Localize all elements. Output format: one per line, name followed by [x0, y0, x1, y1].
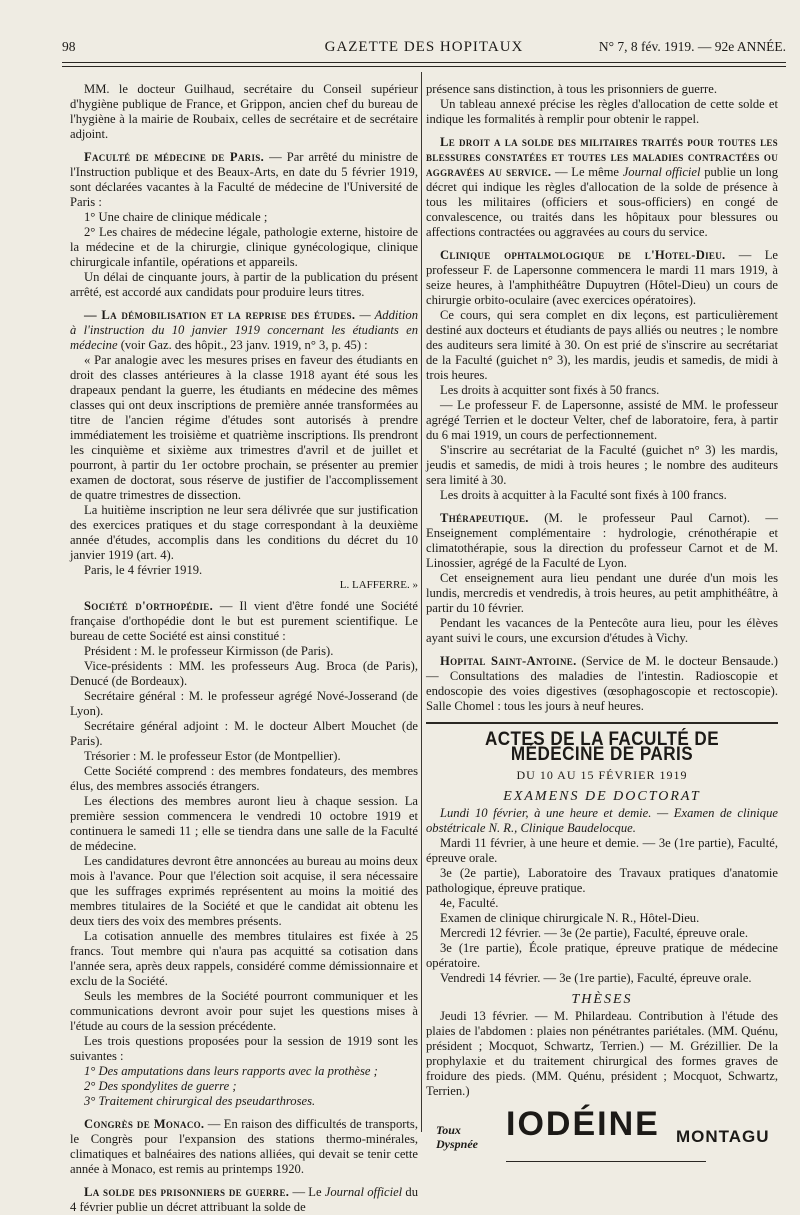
section-title: ACTES DE LA FACULTÉ DE MÉDECINE DE PARIS: [484, 729, 720, 765]
list-item: 4e, Faculté.: [440, 896, 499, 910]
paragraph: Président : M. le professeur Kirmisson (de Paris).: [84, 644, 334, 658]
list-item: 1° Une chaire de clinique médicale ;: [84, 210, 268, 224]
list-item: 3e (2e partie), Laboratoire des Travaux pratiques d'anatomie pathologique, épreuve pratique.: [426, 866, 778, 895]
paragraph: Seuls les membres de la Société pourront communiquer et les communications devront avoir pour sujet les questions mises à l'étude au cours de la session précédente.: [70, 989, 418, 1033]
article-demobilisation: — La démobilisation et la reprise des études. — Addition à l'instruction du 10 janvier 1919 concernant les étudiants en médecine (voir Gaz. des hôpit., 23 janv. 1919, n° 3, p. 45) :: [70, 308, 418, 352]
article-ophtalmologie: Clinique ophtalmologique de l'Hotel-Dieu. — Le professeur F. de Lapersonne commencera le mardi 11 mars 1919, à seize heures, à l'amphithéâtre Dupuytren (Hôtel-Dieu) un cours de chirurgie orbito-oculaire (avec exercices opératoires).: [426, 248, 778, 307]
paragraph: « Par analogie avec les mesures prises en faveur des étudiants en droit des classes antérieures à la classe 1918 ayant été sous les drapeaux pendant la guerre, les étudiants en médecine des mêmes classes qui ont deux inscriptions de première année transformées au titre de l'ancien régime d'études sont autorisés à prendre immédiatement les troisième et quatrième inscriptions. Ils prendront les cinquième et sixième aux trimestres d'avril et de juillet et pourront, à partir du 1er octobre prochain, se présenter au premier examen de doctorat, sous réserve de justifier de l'accomplissement de quatre trimestres de dissection.: [70, 353, 418, 502]
subsection-title: EXAMENS DE DOCTORAT: [503, 789, 701, 804]
paragraph: Cette Société comprend : des membres fondateurs, des membres élus, des membres associés étrangers.: [70, 764, 418, 793]
advertisement: [426, 1105, 778, 1165]
paragraph: Les trois questions proposées pour la session de 1919 sont les suivantes :: [70, 1034, 418, 1063]
list-item: 3e (1re partie), École pratique, épreuve pratique de médecine opératoire.: [426, 941, 778, 970]
list-item: 2° Les chaires de médecine légale, pathologie externe, histoire de la médecine et de la chirurgie, clinique gynécologique, clinique chirurgicale infantile, opérations et appareils.: [70, 225, 418, 269]
list-item: 3° Traitement chirurgical des pseudarthroses.: [84, 1094, 316, 1108]
paragraph: Les candidatures devront être annoncées au bureau au moins deux mois à l'avance. Pour que l'élection soit acquise, il sera nécessaire que les suffrages exprimés représentent au moins la moitié des membres titulaires de la Société et que le candidat ait obtenu les deux tiers des voix des membres présents.: [70, 854, 418, 928]
paragraph: Les élections des membres auront lieu à chaque session. La première session commencera le vendredi 10 octobre 1919 et continuera le samedi 11 ; elle se tiendra dans une salle de la Faculté de médecine.: [70, 794, 418, 853]
article-saint-antoine: Hopital Saint-Antoine. (Service de M. le docteur Bensaude.) — Consultations des maladies de l'intestin. Radioscopie et endoscopie des voies digestives (œsophagoscopie et rectoscopie). Salle Chomel : tous les jours à neuf heures.: [426, 654, 778, 713]
list-item: 1° Des amputations dans leurs rapports avec la prothèse ;: [84, 1064, 378, 1078]
right-column: [426, 82, 778, 1165]
paragraph: MM. le docteur Guilhaud, secrétaire du Conseil supérieur d'hygiène publique de France, et Grippon, ancien chef du bureau de l'hygiène à la mairie de Roubaix, celles de secrétaire et de secrétaire adjoint.: [70, 82, 418, 141]
paragraph: Paris, le 4 février 1919.: [84, 563, 203, 577]
list-item: Vendredi 14 février. — 3e (1re partie), Faculté, épreuve orale.: [440, 971, 752, 985]
list-item: 2° Des spondylites de guerre ;: [84, 1079, 237, 1093]
paragraph: La huitième inscription ne leur sera délivrée que sur justification des exercices pratiques et du stage correspondant à la deuxième année d'études, accomplis dans les conditions du décret du 10 janvier 1919 (art. 4).: [70, 503, 418, 562]
article-orthopedie: Société d'orthopédie. — Il vient d'être fondé une Société française d'orthopédie dont le but est purement scientifique. Le bureau de cette Société est ainsi constitué :: [70, 599, 418, 643]
paragraph: Les droits à acquitter à la Faculté sont fixés à 100 francs.: [440, 488, 727, 502]
list-item: Mardi 11 février, à une heure et demie. — 3e (1re partie), Faculté, épreuve orale.: [426, 836, 778, 865]
actes-section: [426, 722, 778, 1099]
article-solde: La solde des prisonniers de guerre. — Le Journal officiel du 4 février publie un décret attribuant la solde de: [70, 1185, 418, 1214]
ad-maker: MONTAGU: [676, 1127, 770, 1146]
left-column: [70, 82, 418, 1215]
issue-date: N° 7, 8 fév. 1919. — 92e ANNÉE.: [598, 39, 786, 54]
paragraph: Un tableau annexé précise les règles d'allocation de cette solde et indique les formalités à remplir pour obtenir le rappel.: [426, 97, 778, 126]
paragraph: Vice-présidents : MM. les professeurs Aug. Broca (de Paris), Denucé (de Bordeaux).: [70, 659, 418, 688]
article-faculte: Faculté de médecine de Paris. — Par arrêté du ministre de l'Instruction publique et des Beaux-Arts, en date du 5 février 1919, sont déclarées vacantes à la Faculté de médecine de l'Université de Paris :: [70, 150, 418, 209]
list-item: Jeudi 13 février. — M. Philardeau. Contribution à l'étude des plaies de l'abdomen : plaies non pénétrantes pariétales. (MM. Quénu, président ; Mocquot, Schwartz, Terrien.) — M. Grézillier. De la prophylaxie et du traitement chirurgical des formes graves de froidure des pieds. (MM. Quénu, président ; Mocquot, Schwartz, Terrien.): [426, 1009, 778, 1098]
paragraph: — Le professeur F. de Lapersonne, assisté de MM. le professeur agrégé Terrien et le docteur Velter, chef de laboratoire, fera, à partir du 6 mai 1919, un cours de perfectionnement.: [426, 398, 778, 442]
paragraph: Pendant les vacances de la Pentecôte aura lieu, pour les élèves ayant suivi le cours, une excursion d'études à Vichy.: [426, 616, 778, 645]
journal-title: GAZETTE DES HOPITAUX: [324, 39, 524, 55]
signature: L. LAFFERRE. »: [339, 579, 418, 591]
paragraph: présence sans distinction, à tous les prisonniers de guerre.: [426, 82, 717, 96]
paragraph: Secrétaire général : M. le professeur agrégé Nové-Josserand (de Lyon).: [70, 689, 418, 718]
header-rule: [62, 62, 786, 63]
paragraph: Un délai de cinquante jours, à partir de la publication du présent arrêté, est accordé aux candidats pour produire leurs titres.: [70, 270, 418, 299]
header-rule-2: [62, 66, 786, 67]
paragraph: Ce cours, qui sera complet en dix leçons, est particulièrement destiné aux docteurs et étudiants de pays alliés ou neutres ; le nombre des auditeurs sera limité à 30. On est prié de s'inscrire au secrétariat de la Faculté (guichet n° 3), les mardis, jeudis et samedis, de midi à trois heures.: [426, 308, 778, 382]
paragraph: S'inscrire au secrétariat de la Faculté (guichet n° 3) les mardis, jeudis et samedis, de midi à trois heures ; le nombre des auditeurs sera limité à 30.: [426, 443, 778, 487]
paragraph: Cet enseignement aura lieu pendant une durée d'un mois les lundis, mercredis et vendredis, à trois heures, au petit amphithéâtre, à partir du 10 février.: [426, 571, 778, 615]
column-divider: [421, 72, 422, 1132]
section-dates: DU 10 AU 15 FÉVRIER 1919: [516, 768, 688, 782]
list-item: Lundi 10 février, à une heure et demie. — Examen de clinique obstétricale N. R., Clinique Baudelocque.: [426, 806, 778, 835]
article-monaco: Congrès de Monaco. — En raison des difficultés de transports, le Congrès pour l'expansion des stations thermo-minérales, climatiques et balnéaires des nations alliées, qui devait se tenir cette année à Monaco, est remis au printemps 1920.: [70, 1117, 418, 1176]
subsection-title: THÈSES: [571, 992, 633, 1007]
article-therapeutique: Thérapeutique. (M. le professeur Paul Carnot). — Enseignement complémentaire : hydrologie, crénothérapie et climatothérapie, sous la direction du professeur Carnot et de M. Linossier, agrégé de la Faculté de Lyon.: [426, 511, 778, 570]
article-droit-solde: Le droit a la solde des militaires traités pour toutes les blessures constatées et toutes les maladies contractées ou aggravées au service. — Le même Journal officiel publie un long décret qui indique les règles d'allocation de la solde de présence à tous les militaires (officiers et sous-officiers) en congé de convalescence, ou traités dans les hôpitaux pour blessures ou affections contractées ou aggravées au cours du service.: [426, 135, 778, 239]
list-item: Examen de clinique chirurgicale N. R., Hôtel-Dieu.: [440, 911, 700, 925]
page-header: [62, 36, 786, 58]
ad-brand: IODÉINE: [506, 1105, 660, 1143]
paragraph: La cotisation annuelle des membres titulaires est fixée à 25 francs. Tout membre qui n'aura pas acquitté sa cotisation dans l'année sera, après deux rappels, considéré comme démissionnaire et exclu de la Société.: [70, 929, 418, 988]
list-item: Mercredi 12 février. — 3e (2e partie), Faculté, épreuve orale.: [440, 926, 749, 940]
paragraph: Secrétaire général adjoint : M. le docteur Albert Mouchet (de Paris).: [70, 719, 418, 748]
ad-tagline: Toux Dyspnée: [436, 1123, 478, 1151]
paragraph: Les droits à acquitter sont fixés à 50 francs.: [440, 383, 660, 397]
ad-ornament: [506, 1161, 706, 1162]
page-number: 98: [62, 39, 76, 54]
paragraph: Trésorier : M. le professeur Estor (de Montpellier).: [84, 749, 341, 763]
